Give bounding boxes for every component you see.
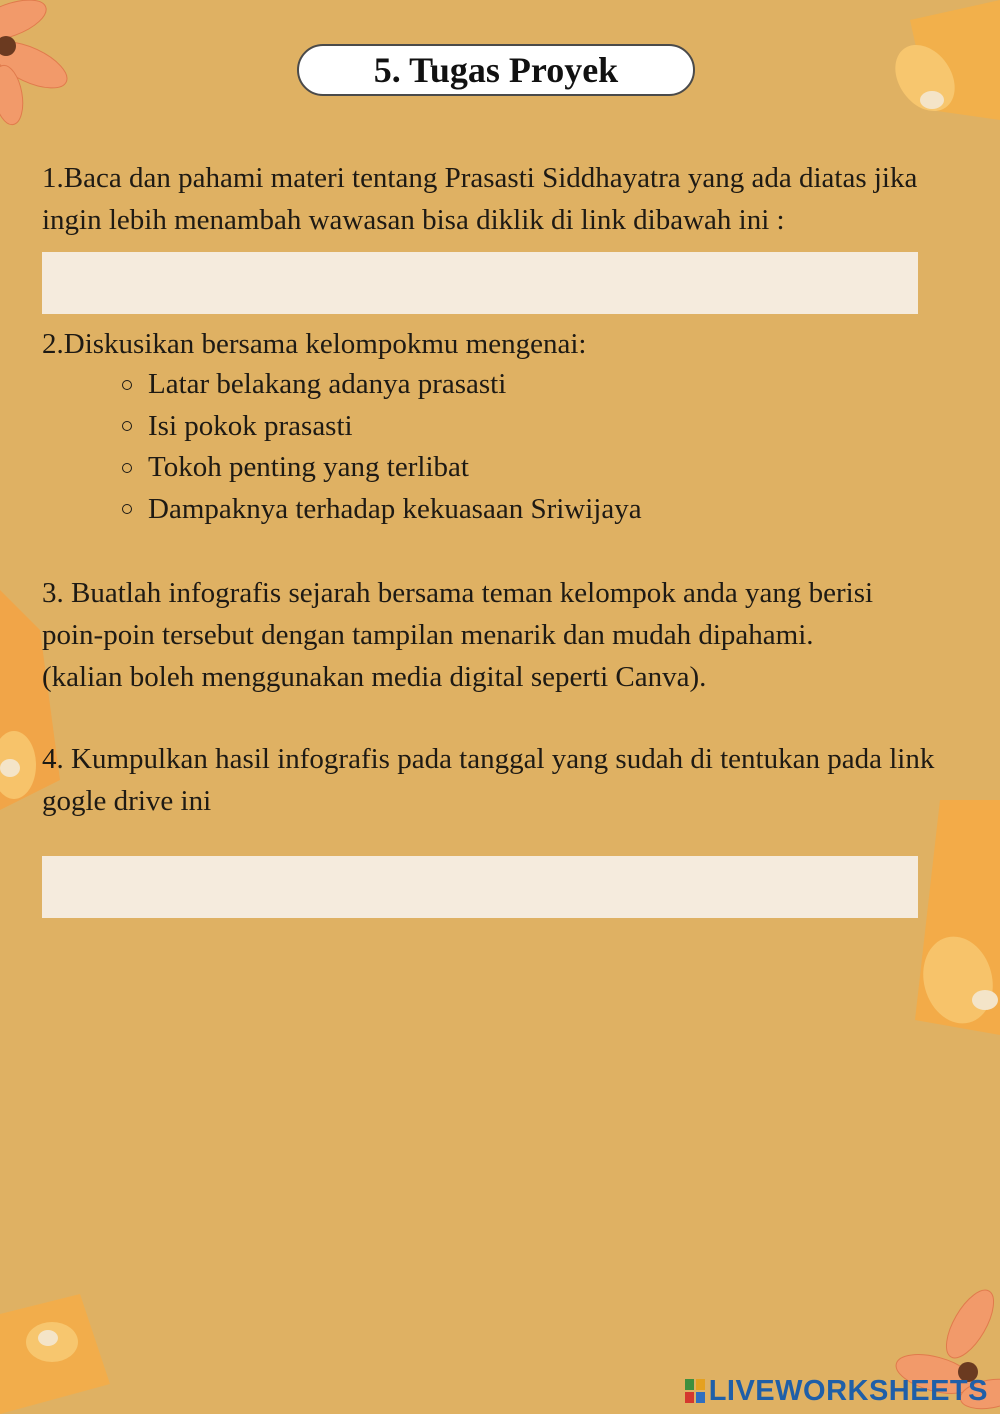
page-title: 5. Tugas Proyek <box>297 44 695 96</box>
list-item: Latar belakang adanya prasasti <box>118 364 642 406</box>
liveworksheets-icon <box>685 1379 705 1403</box>
flower-decoration-top-left <box>0 0 100 130</box>
link-field-materi[interactable] <box>42 252 918 314</box>
bullet-icon <box>122 380 132 390</box>
list-item: Dampaknya terhadap kekuasaan Sriwijaya <box>118 489 642 531</box>
task-3-line-2: poin-poin tersebut dengan tampilan menarik dan mudah dipahami. <box>42 619 814 651</box>
lantern-decoration-bottom-left <box>0 1294 120 1414</box>
list-item: Tokoh penting yang terlibat <box>118 447 642 489</box>
list-item: Isi pokok prasasti <box>118 406 642 448</box>
task-2-intro: 2.Diskusikan bersama kelompokmu mengenai: <box>42 328 587 360</box>
bullet-icon <box>122 421 132 431</box>
discussion-list <box>118 364 642 530</box>
task-1-text: 1.Baca dan pahami materi tentang Prasasti Siddhayatra yang ada diatas jika ingin lebih menambah wawasan bisa diklik di link dibawah ini : <box>42 162 918 236</box>
lantern-decoration-right <box>900 800 1000 1040</box>
bullet-icon <box>122 463 132 473</box>
bullet-icon <box>122 504 132 514</box>
lantern-decoration-top-right <box>870 0 1000 140</box>
task-3-line-3: (kalian boleh menggunakan media digital seperti Canva). <box>42 661 707 693</box>
link-field-google-drive[interactable] <box>42 856 918 918</box>
liveworksheets-logo: LIVEWORKSHEETS <box>685 1376 988 1406</box>
task-3-line-1: 3. Buatlah infografis sejarah bersama teman kelompok anda yang berisi <box>42 577 874 609</box>
task-4-text: 4. Kumpulkan hasil infografis pada tanggal yang sudah di tentukan pada link gogle drive ini <box>42 743 935 817</box>
